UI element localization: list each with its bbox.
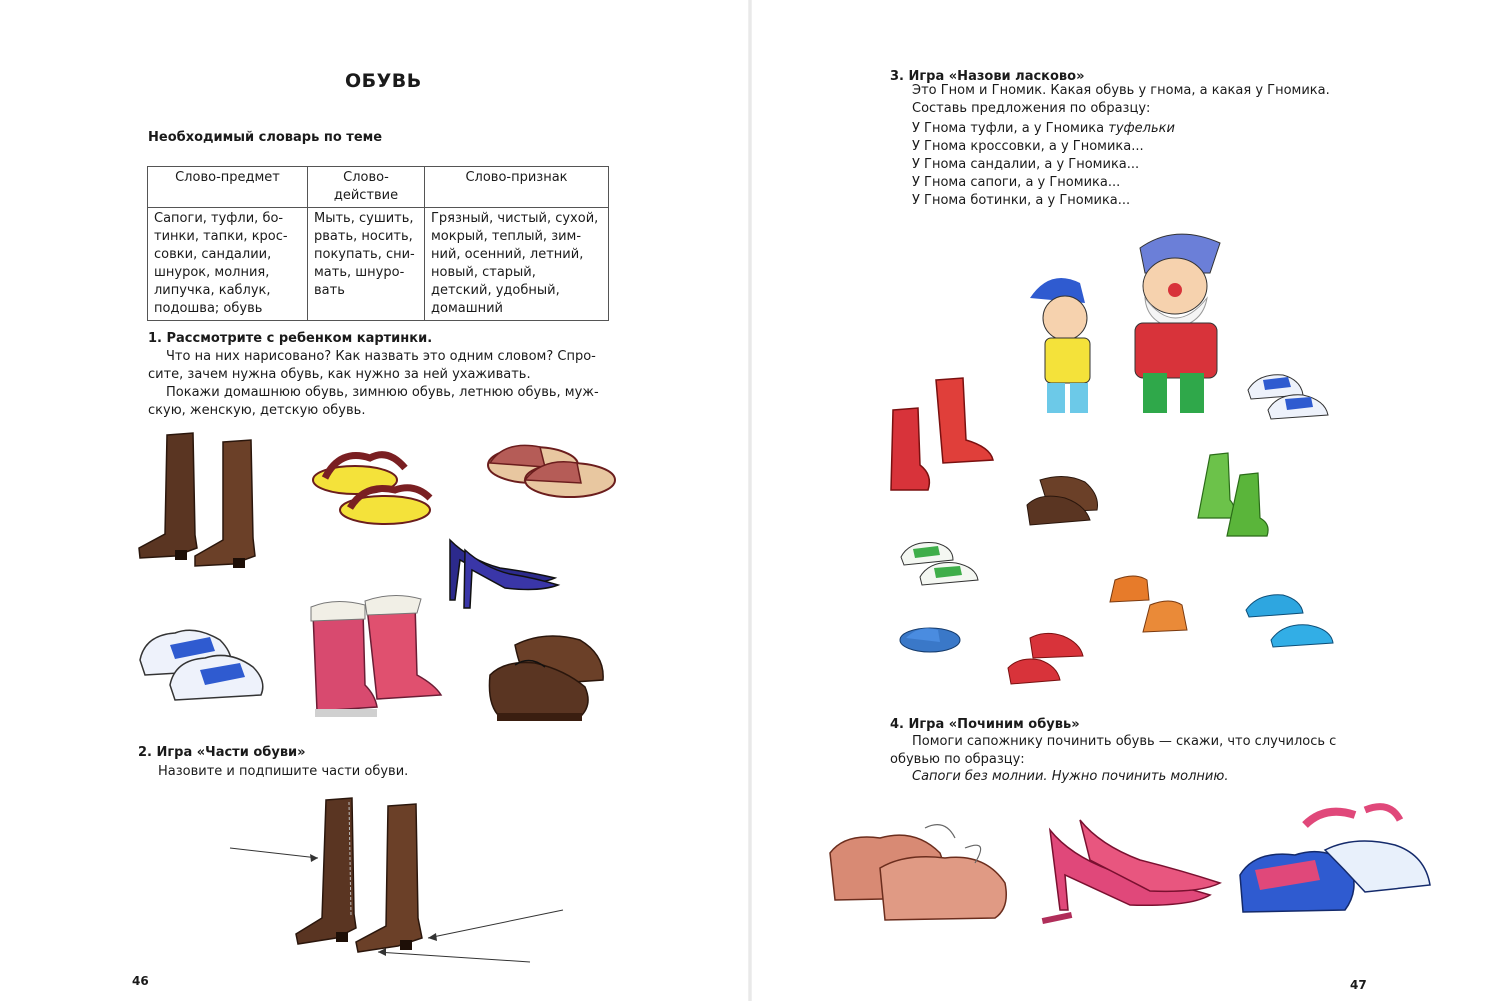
small-brown-shoes-illustration bbox=[1025, 470, 1105, 535]
kids-sneakers-illustration bbox=[1243, 365, 1333, 425]
broken-sneakers-illustration bbox=[1235, 800, 1435, 930]
task1-title: 1. Рассмотрите с ребенком картинки. bbox=[148, 331, 433, 346]
task1-text: Покажи домашнюю обувь, зимнюю обувь, летнюю обувь, муж- скую, женскую, детскую обувь. bbox=[148, 385, 599, 418]
blue-shoes-illustration bbox=[1243, 585, 1338, 660]
table-header-row bbox=[148, 167, 609, 208]
task3-example bbox=[912, 120, 1175, 138]
sandals-illustration bbox=[310, 438, 440, 530]
table-header: Слово- действие bbox=[308, 167, 425, 208]
green-sneakers-illustration bbox=[898, 535, 983, 590]
tall-boots-illustration bbox=[135, 430, 275, 570]
blue-slippers-illustration bbox=[898, 618, 968, 663]
task3-example-word: туфельки bbox=[1108, 121, 1175, 136]
page-number: 46 bbox=[132, 974, 149, 988]
green-boots-illustration bbox=[1195, 450, 1275, 540]
high-heels-illustration bbox=[440, 530, 565, 610]
red-shoes-illustration bbox=[1005, 628, 1090, 693]
table-header: Слово-признак bbox=[425, 167, 609, 208]
task3-title: 3. Игра «Назови ласково» bbox=[890, 69, 1085, 84]
vocabulary-table bbox=[147, 166, 609, 321]
task2-title: 2. Игра «Части обуви» bbox=[138, 745, 306, 760]
task1-text: Что на них нарисовано? Как назвать это одним словом? Спро- сите, зачем нужна обувь, как нужно за ней ухаживать. bbox=[148, 349, 596, 382]
vocabulary-heading: Необходимый словарь по теме bbox=[148, 130, 383, 145]
gnomes-illustration bbox=[1025, 228, 1235, 428]
sneakers-illustration bbox=[135, 615, 270, 710]
table-row bbox=[148, 208, 609, 321]
table-cell: Грязный, чистый, сухой, мокрый, теплый, зим- ний, осенний, летний, новый, старый, детский, удобный, домашний bbox=[425, 208, 609, 321]
broken-heel-illustration bbox=[1040, 815, 1225, 925]
task3-lines: У Гнома кроссовки, а у Гномика... У Гнома сандалии, а у Гномика... У Гнома сапоги, а у Гномика... У Гнома ботинки, а у Гномика... bbox=[912, 139, 1144, 208]
boot-parts-diagram bbox=[228, 796, 568, 966]
task3-text: Это Гном и Гномик. Какая обувь у гнома, а какая у Гномика. Составь предложения по образцу: bbox=[912, 83, 1330, 116]
table-cell: Мыть, сушить, рвать, носить, покупать, сни- мать, шнуро- вать bbox=[308, 208, 425, 321]
task4-title: 4. Игра «Починим обувь» bbox=[890, 717, 1080, 732]
table-cell: Сапоги, туфли, бо- тинки, тапки, крос- совки, сандалии, шнурок, молния, липучка, каблук, подошва; обувь bbox=[148, 208, 308, 321]
rubber-boots-illustration bbox=[888, 375, 998, 495]
orange-shoes-illustration bbox=[1105, 570, 1195, 640]
task4-example: Сапоги без молнии. Нужно починить молнию. bbox=[912, 769, 1229, 784]
task3-example-lead: У Гнома туфли, а у Гномика bbox=[912, 121, 1109, 136]
page-right bbox=[750, 0, 1500, 1001]
ankle-shoes-illustration bbox=[485, 625, 610, 725]
winter-boots-illustration bbox=[305, 595, 445, 725]
task4-text: Помоги сапожнику починить обувь — скажи, что случилось с обувью по образцу: bbox=[890, 734, 1337, 767]
torn-shoes-illustration bbox=[825, 808, 1015, 933]
table-header: Слово-предмет bbox=[148, 167, 308, 208]
page-title: ОБУВЬ bbox=[345, 70, 422, 92]
slippers-illustration bbox=[485, 435, 620, 500]
task2-text: Назовите и подпишите части обуви. bbox=[158, 764, 409, 779]
page-number: 47 bbox=[1350, 978, 1367, 992]
